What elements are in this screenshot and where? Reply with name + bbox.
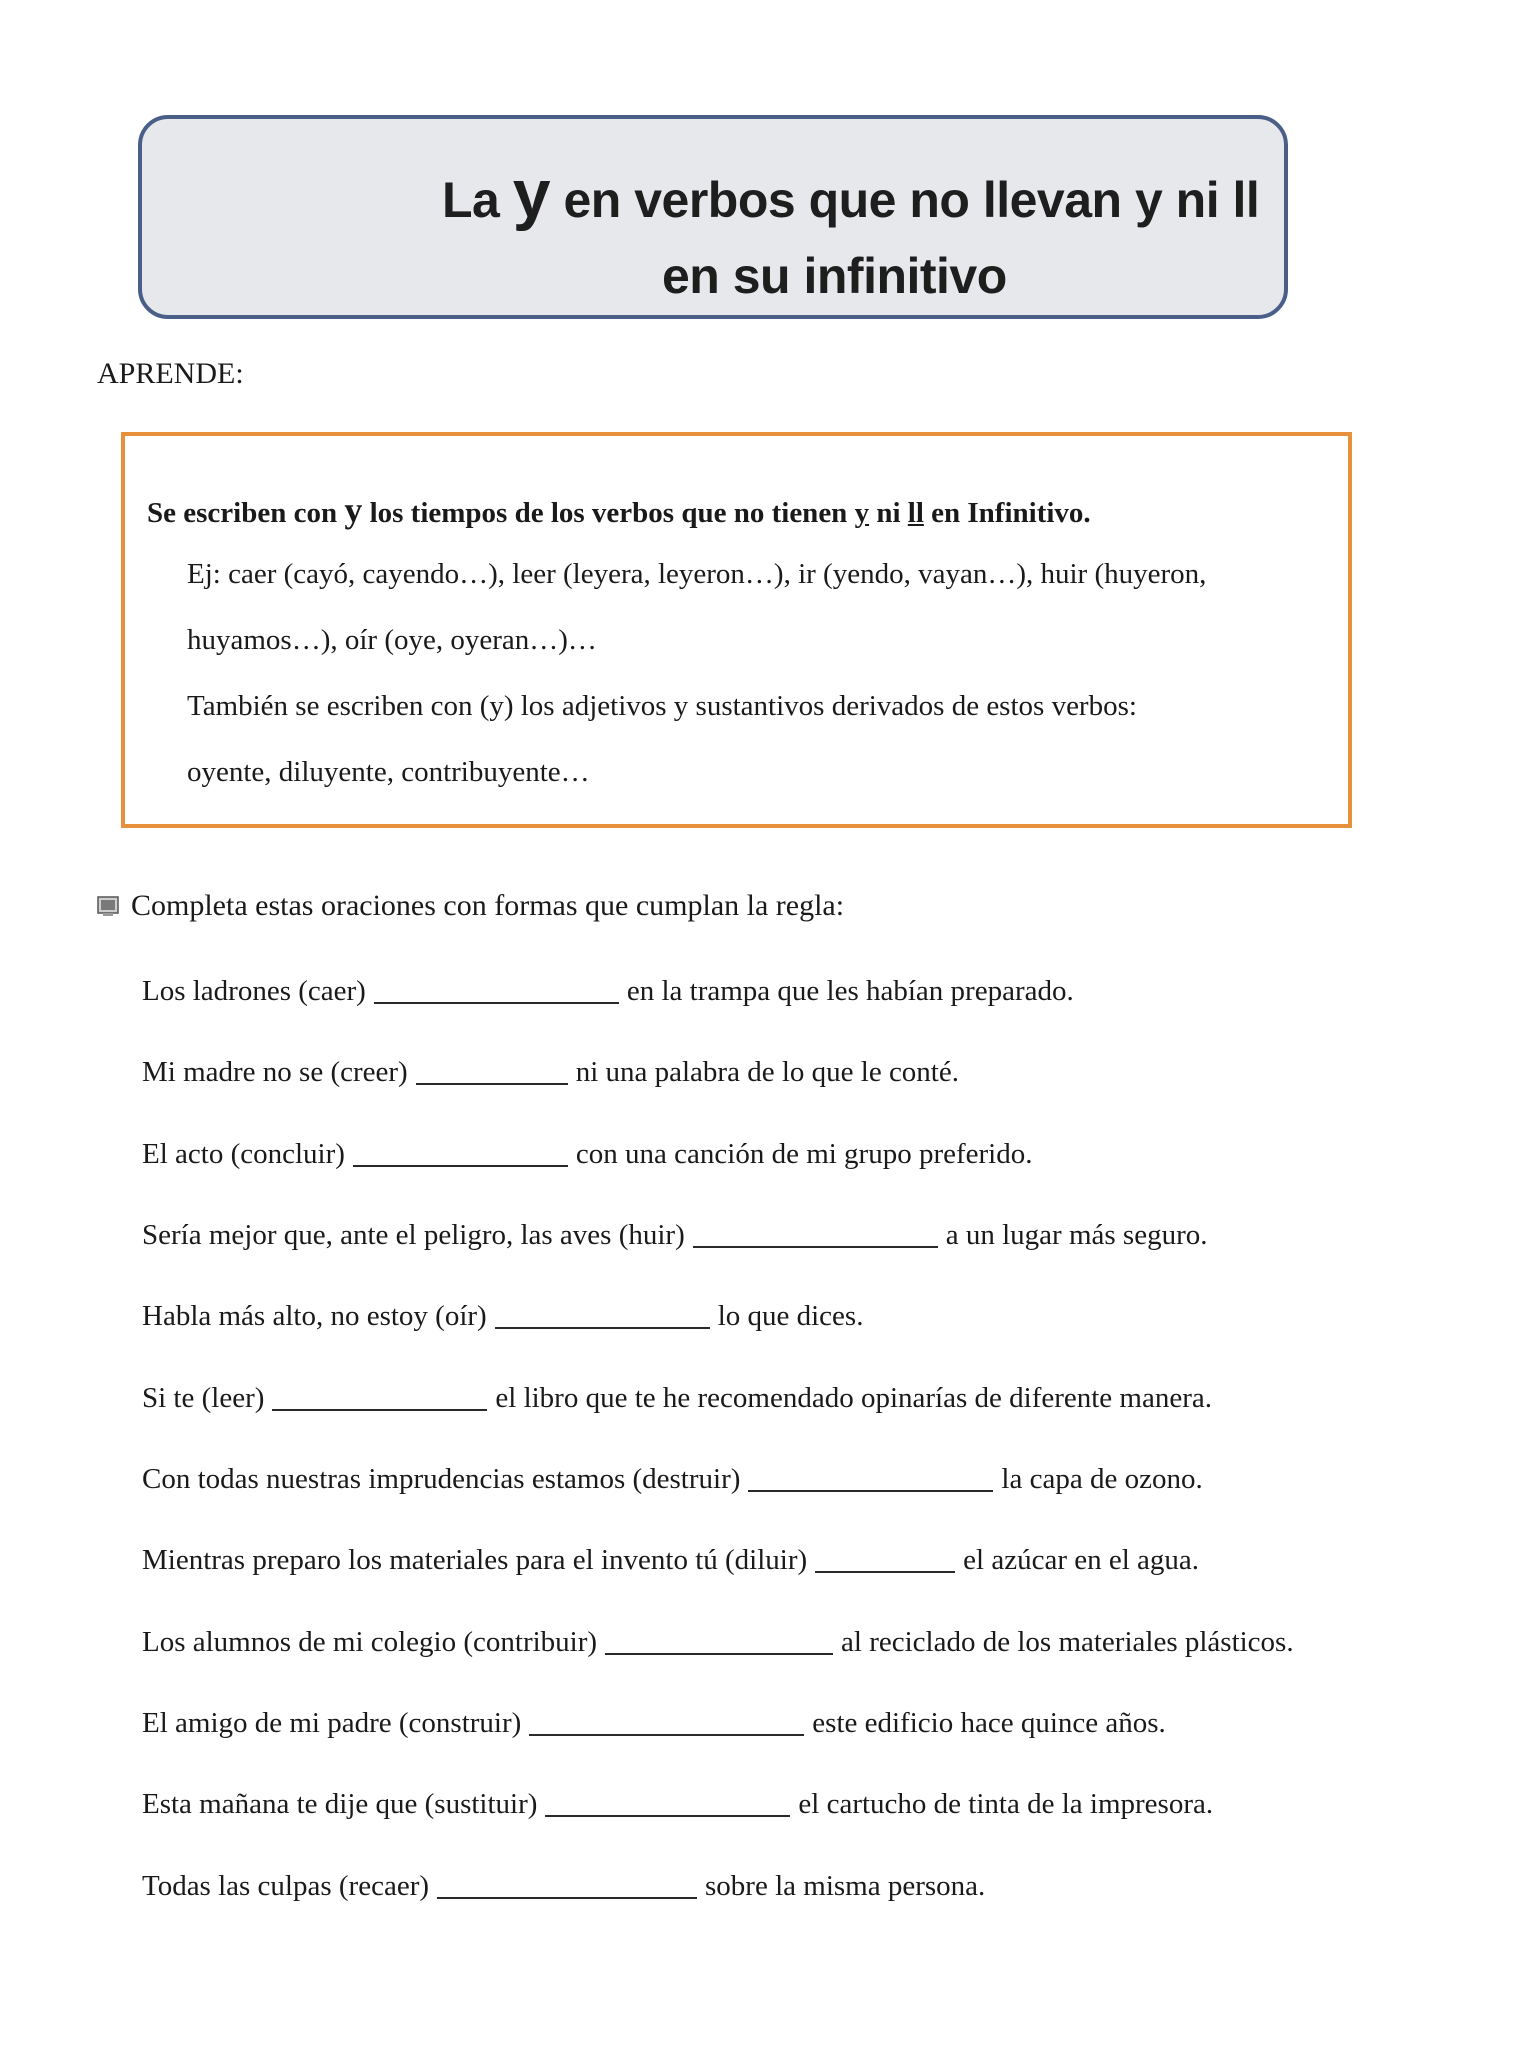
answer-blank[interactable]: [353, 1135, 568, 1167]
sentence-after: en la trampa que les habían preparado.: [626, 975, 1074, 1007]
sentence-3: [142, 1131, 1033, 1174]
sentence-before: El amigo de mi padre (construir): [142, 1707, 522, 1739]
sentence-9: [142, 1619, 1294, 1662]
answer-blank[interactable]: [495, 1297, 710, 1329]
sentence-after: sobre la misma persona.: [705, 1870, 986, 1902]
answer-blank[interactable]: [374, 972, 619, 1004]
sentence-before: Los ladrones (caer): [142, 975, 366, 1007]
title-prefix: La: [442, 172, 513, 228]
sentence-before: Todas las culpas (recaer): [142, 1870, 430, 1902]
sentence-after: este edificio hace quince años.: [812, 1707, 1166, 1739]
sentence-after: a un lugar más seguro.: [945, 1219, 1208, 1251]
sentence-5: [142, 1293, 863, 1336]
sentence-after: el libro que te he recomendado opinarías de diferente manera.: [495, 1382, 1213, 1414]
rule-also-line-1: También se escriben con (y) los adjetivos y sustantivos derivados de estos verbos:: [187, 690, 1137, 722]
rule-main-ll: ll: [907, 497, 924, 529]
section-label: APRENDE:: [97, 357, 244, 390]
sentence-after: ni una palabra de lo que le conté.: [575, 1056, 959, 1088]
answer-blank[interactable]: [815, 1541, 955, 1573]
answer-blank[interactable]: [545, 1785, 790, 1817]
rule-also-line-2: oyente, diluyente, contribuyente…: [187, 756, 590, 788]
sentence-after: el cartucho de tinta de la impresora.: [798, 1788, 1214, 1820]
exercise-instruction-text: Completa estas oraciones con formas que cumplan la regla:: [131, 889, 845, 922]
answer-blank[interactable]: [437, 1867, 697, 1899]
rule-example-line-1: Ej: caer (cayó, cayendo…), leer (leyera, leyeron…), ir (yendo, vayan…), huir (huyeron,: [187, 558, 1207, 590]
sentence-12: [142, 1863, 985, 1906]
sentence-6: [142, 1375, 1212, 1418]
sentence-10: [142, 1700, 1166, 1743]
exercise-instruction: [97, 886, 844, 926]
answer-blank[interactable]: [605, 1623, 833, 1655]
rule-main-mid: los tiempos de los verbos que no tienen: [362, 497, 855, 529]
sentence-4: [142, 1212, 1208, 1255]
sentence-before: Con todas nuestras imprudencias estamos (destruir): [142, 1463, 741, 1495]
sentence-11: [142, 1781, 1213, 1824]
sentence-after: el azúcar en el agua.: [963, 1544, 1200, 1576]
sentence-before: Si te (leer): [142, 1382, 265, 1414]
sentence-after: la capa de ozono.: [1001, 1463, 1203, 1495]
answer-blank[interactable]: [272, 1379, 487, 1411]
sentence-before: Habla más alto, no estoy (oír): [142, 1300, 487, 1332]
sentence-1: [142, 968, 1074, 1011]
rule-example-line-2: huyamos…), oír (oye, oyeran…)…: [187, 624, 597, 656]
sentence-before: Mi madre no se (creer): [142, 1056, 408, 1088]
rule-main-prefix: Se escriben con: [147, 497, 345, 529]
rule-box: [121, 432, 1352, 828]
sentence-after: lo que dices.: [717, 1300, 864, 1332]
sentence-7: [142, 1456, 1203, 1499]
answer-blank[interactable]: [748, 1460, 993, 1492]
rule-main-statement: [147, 490, 1091, 533]
sentence-before: Mientras preparo los materiales para el invento tú (diluir): [142, 1544, 808, 1576]
sentence-before: Esta mañana te dije que (sustituir): [142, 1788, 538, 1820]
title-box: [138, 115, 1288, 319]
title-big-y: y: [512, 156, 551, 232]
answer-blank[interactable]: [529, 1704, 804, 1736]
sentence-after: con una canción de mi grupo preferido.: [575, 1138, 1033, 1170]
sentence-2: [142, 1049, 959, 1092]
sentence-8: [142, 1537, 1199, 1580]
answer-blank[interactable]: [416, 1053, 568, 1085]
title-line-2: en su infinitivo: [662, 248, 1007, 304]
sentence-before: Sería mejor que, ante el peligro, las aves (huir): [142, 1219, 685, 1251]
title-rest: en verbos que no llevan y ni ll: [550, 172, 1260, 228]
rule-main-big-y: y: [344, 490, 363, 530]
title-line-1: [142, 156, 1284, 235]
sentence-after: al reciclado de los materiales plásticos.: [841, 1626, 1294, 1658]
rule-main-suffix: en Infinitivo.: [923, 497, 1091, 529]
sentence-before: El acto (concluir): [142, 1138, 345, 1170]
worksheet-icon: [97, 895, 119, 917]
answer-blank[interactable]: [693, 1216, 938, 1248]
sentence-before: Los alumnos de mi colegio (contribuir): [142, 1626, 598, 1658]
rule-main-ni: ni: [869, 497, 908, 529]
rule-main-y: y: [854, 497, 870, 529]
